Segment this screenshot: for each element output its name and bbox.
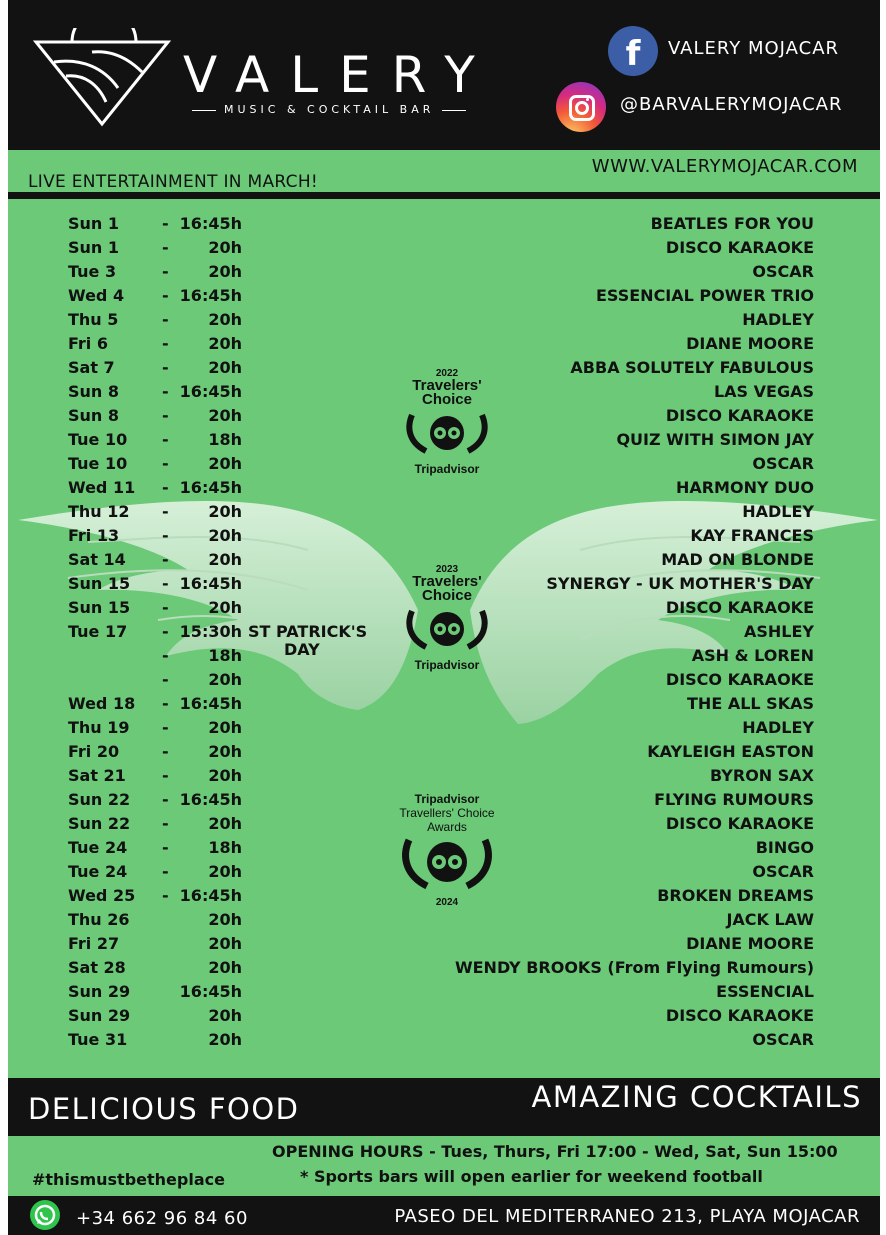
- event-act: ESSENCIAL: [716, 982, 814, 1001]
- opening-hours: OPENING HOURS - Tues, Thurs, Fri 17:00 - Wed, Sat, Sun 15:00: [272, 1142, 838, 1161]
- event-day: Wed 11: [68, 478, 136, 497]
- schedule-row: [8, 476, 880, 500]
- event-day: Fri 13: [68, 526, 120, 545]
- event-time: 18h: [208, 646, 242, 665]
- event-act: THE ALL SKAS: [687, 694, 814, 713]
- event-act: HADLEY: [742, 310, 814, 329]
- event-time: 20h: [208, 814, 242, 833]
- event-act: DISCO KARAOKE: [665, 406, 814, 425]
- event-day: Fri 20: [68, 742, 120, 761]
- schedule-row: [8, 308, 880, 332]
- badge-title: Choice: [421, 391, 472, 408]
- event-day: Sun 1: [68, 238, 120, 257]
- event-time: 20h: [208, 262, 242, 281]
- badge-title: Choice: [421, 587, 472, 604]
- event-time: 20h: [208, 454, 242, 473]
- event-time: 16:45h: [179, 790, 242, 809]
- event-act: ESSENCIAL POWER TRIO: [595, 286, 814, 305]
- event-act: ASHLEY: [743, 622, 814, 641]
- event-act: HADLEY: [742, 502, 814, 521]
- separator: -: [162, 382, 169, 401]
- event-time: 18h: [208, 838, 242, 857]
- instagram-icon[interactable]: [556, 82, 606, 132]
- schedule-row: [8, 1004, 880, 1028]
- event-act: ABBA SOLUTELY FABULOUS: [570, 358, 814, 377]
- hashtag: #thismustbetheplace: [32, 1170, 225, 1189]
- event-day: Sun 22: [68, 790, 131, 809]
- event-time: 16:45h: [179, 982, 242, 1001]
- badge-year: 2022: [435, 368, 459, 379]
- website-link[interactable]: WWW.VALERYMOJACAR.COM: [591, 156, 858, 177]
- separator: -: [162, 742, 169, 761]
- schedule-row: [8, 908, 880, 932]
- event-act: OSCAR: [752, 262, 814, 281]
- schedule-row: [8, 524, 880, 548]
- event-act: DISCO KARAOKE: [665, 1006, 814, 1025]
- schedule-row: [8, 980, 880, 1004]
- event-act: BINGO: [755, 838, 814, 857]
- event-time: 20h: [208, 1030, 242, 1049]
- separator: -: [162, 262, 169, 281]
- event-act: DISCO KARAOKE: [665, 814, 814, 833]
- schedule-row: [8, 1028, 880, 1052]
- event-day: Thu 12: [68, 502, 130, 521]
- badge-year: 2023: [435, 564, 459, 575]
- phone-number[interactable]: +34 662 96 84 60: [76, 1208, 248, 1229]
- facebook-handle[interactable]: VALERY MOJACAR: [668, 38, 840, 59]
- event-day: Thu 26: [68, 910, 130, 929]
- event-act: MAD ON BLONDE: [661, 550, 814, 569]
- event-day: Wed 25: [68, 886, 136, 905]
- facebook-icon[interactable]: f: [608, 26, 658, 76]
- event-time: 16:45h: [179, 214, 242, 233]
- schedule-row: [8, 788, 880, 812]
- brand-tagline: [184, 103, 474, 116]
- event-time: 16:45h: [179, 382, 242, 401]
- separator: -: [162, 358, 169, 377]
- event-time: 20h: [208, 310, 242, 329]
- event-time: 20h: [208, 598, 242, 617]
- event-act: KAY FRANCES: [690, 526, 814, 545]
- event-note: DAY: [284, 640, 320, 659]
- event-act: HADLEY: [742, 718, 814, 737]
- instagram-handle[interactable]: @BARVALERYMOJACAR: [620, 94, 843, 115]
- event-act: LAS VEGAS: [713, 382, 814, 401]
- event-act: SYNERGY - UK MOTHER'S DAY: [546, 574, 814, 593]
- event-day: Fri 6: [68, 334, 108, 353]
- event-day: Tue 10: [68, 430, 128, 449]
- event-day: Sat 7: [68, 358, 115, 377]
- schedule-row: [8, 764, 880, 788]
- schedule-row: [8, 812, 880, 836]
- badge-subtitle: Travellers' Choice Awards: [399, 806, 495, 834]
- whatsapp-icon[interactable]: [30, 1200, 60, 1230]
- separator: -: [162, 310, 169, 329]
- event-day: Thu 19: [68, 718, 130, 737]
- poster: [8, 0, 880, 1235]
- food-tagline: DELICIOUS FOOD: [28, 1092, 300, 1126]
- event-time: 18h: [208, 430, 242, 449]
- event-day: Tue 31: [68, 1030, 128, 1049]
- separator: -: [162, 334, 169, 353]
- tagline-text: MUSIC & COCKTAIL BAR: [224, 103, 435, 116]
- separator: -: [162, 694, 169, 713]
- event-time: 20h: [208, 934, 242, 953]
- separator: -: [162, 598, 169, 617]
- event-time: 20h: [208, 862, 242, 881]
- separator: -: [162, 550, 169, 569]
- schedule-row: [8, 692, 880, 716]
- schedule-row: [8, 332, 880, 356]
- event-day: Tue 24: [68, 862, 128, 881]
- event-note: ST PATRICK'S: [248, 622, 368, 641]
- event-day: Sat 21: [68, 766, 126, 785]
- event-act: BYRON SAX: [709, 766, 814, 785]
- separator: -: [162, 646, 169, 665]
- schedule-row: [8, 620, 880, 644]
- event-time: 16:45h: [179, 694, 242, 713]
- schedule-row: [8, 548, 880, 572]
- event-time: 15:30h: [179, 622, 242, 641]
- event-time: 20h: [208, 526, 242, 545]
- event-act: JACK LAW: [726, 910, 814, 929]
- event-time: 16:45h: [179, 478, 242, 497]
- event-day: Fri 27: [68, 934, 120, 953]
- event-time: 20h: [208, 358, 242, 377]
- event-day: Wed 4: [68, 286, 125, 305]
- cocktails-tagline: AMAZING COCKTAILS: [531, 1080, 862, 1114]
- schedule-row: [8, 404, 880, 428]
- event-time: 20h: [208, 670, 242, 689]
- badge-title: Tripadvisor: [414, 792, 480, 806]
- event-time: 20h: [208, 502, 242, 521]
- separator: -: [162, 886, 169, 905]
- valery-logo-icon: [32, 28, 172, 128]
- separator: -: [162, 790, 169, 809]
- event-day: Sun 29: [68, 1006, 131, 1025]
- event-act: BROKEN DREAMS: [657, 886, 814, 905]
- event-day: Sun 8: [68, 382, 120, 401]
- event-act: OSCAR: [752, 454, 814, 473]
- schedule-row: [8, 836, 880, 860]
- schedule-row: [8, 884, 880, 908]
- event-act: ASH & LOREN: [691, 646, 814, 665]
- event-day: Sun 22: [68, 814, 131, 833]
- event-day: Wed 18: [68, 694, 136, 713]
- divider: [8, 192, 880, 199]
- separator: -: [162, 574, 169, 593]
- schedule-row: [8, 428, 880, 452]
- event-act: FLYING RUMOURS: [654, 790, 814, 809]
- event-act: DIANE MOORE: [686, 934, 814, 953]
- schedule-row: [8, 860, 880, 884]
- separator: -: [162, 526, 169, 545]
- separator: -: [162, 406, 169, 425]
- separator: -: [162, 718, 169, 737]
- sports-note: * Sports bars will open earlier for weekend football: [300, 1167, 763, 1186]
- separator: -: [162, 814, 169, 833]
- event-day: Sun 15: [68, 574, 131, 593]
- event-time: 20h: [208, 238, 242, 257]
- badge-title: Travelers': [412, 377, 482, 394]
- separator: -: [162, 766, 169, 785]
- event-time: 16:45h: [179, 886, 242, 905]
- separator: -: [162, 238, 169, 257]
- separator: -: [162, 430, 169, 449]
- schedule-row: [8, 356, 880, 380]
- separator: -: [162, 862, 169, 881]
- event-day: Tue 24: [68, 838, 128, 857]
- event-day: Sat 14: [68, 550, 126, 569]
- badge-year: 2024: [435, 897, 459, 908]
- schedule-row: [8, 932, 880, 956]
- separator: -: [162, 622, 169, 641]
- schedule-row: [8, 260, 880, 284]
- event-day: Tue 3: [68, 262, 117, 281]
- event-act: KAYLEIGH EASTON: [647, 742, 814, 761]
- brand-name: VALERY: [183, 46, 496, 104]
- event-act: HARMONY DUO: [675, 478, 814, 497]
- header: [8, 0, 880, 150]
- schedule-row: [8, 212, 880, 236]
- event-time: 20h: [208, 910, 242, 929]
- event-act: QUIZ WITH SIMON JAY: [616, 430, 814, 449]
- event-act: WENDY BROOKS (From Flying Rumours): [454, 958, 814, 977]
- separator: -: [162, 454, 169, 473]
- schedule-row: [8, 236, 880, 260]
- event-time: 20h: [208, 550, 242, 569]
- separator: -: [162, 286, 169, 305]
- event-day: Tue 10: [68, 454, 128, 473]
- separator: -: [162, 838, 169, 857]
- event-time: 20h: [208, 742, 242, 761]
- event-time: 20h: [208, 958, 242, 977]
- event-act: DISCO KARAOKE: [665, 238, 814, 257]
- schedule-row: [8, 716, 880, 740]
- schedule-row: [8, 500, 880, 524]
- badge-brand: Tripadvisor: [414, 462, 480, 476]
- schedule-row: [8, 284, 880, 308]
- event-act: OSCAR: [752, 862, 814, 881]
- badge-brand: Tripadvisor: [414, 658, 480, 672]
- event-act: DISCO KARAOKE: [665, 598, 814, 617]
- event-day: Thu 5: [68, 310, 119, 329]
- event-day: Sun 8: [68, 406, 120, 425]
- schedule-row: [8, 596, 880, 620]
- address: PASEO DEL MEDITERRANEO 213, PLAYA MOJACAR: [394, 1206, 860, 1227]
- schedule-row: [8, 740, 880, 764]
- separator: -: [162, 214, 169, 233]
- schedule-row: [8, 956, 880, 980]
- separator: -: [162, 502, 169, 521]
- event-day: Sun 15: [68, 598, 131, 617]
- separator: -: [162, 670, 169, 689]
- event-time: 20h: [208, 718, 242, 737]
- event-day: Sun 1: [68, 214, 120, 233]
- event-act: DIANE MOORE: [686, 334, 814, 353]
- schedule-row: [8, 452, 880, 476]
- schedule-row: [8, 644, 880, 668]
- page-subtitle: LIVE ENTERTAINMENT IN MARCH!: [28, 172, 319, 192]
- schedule-row: [8, 572, 880, 596]
- event-time: 20h: [208, 1006, 242, 1025]
- event-act: OSCAR: [752, 1030, 814, 1049]
- event-time: 20h: [208, 406, 242, 425]
- badge-title: Travelers': [412, 573, 482, 590]
- event-time: 20h: [208, 334, 242, 353]
- event-act: DISCO KARAOKE: [665, 670, 814, 689]
- event-day: Sun 29: [68, 982, 131, 1001]
- separator: -: [162, 478, 169, 497]
- event-act: BEATLES FOR YOU: [650, 214, 814, 233]
- schedule-row: [8, 668, 880, 692]
- event-day: Sat 28: [68, 958, 126, 977]
- event-time: 16:45h: [179, 286, 242, 305]
- event-time: 16:45h: [179, 574, 242, 593]
- event-day: Tue 17: [68, 622, 128, 641]
- event-time: 20h: [208, 766, 242, 785]
- schedule-row: [8, 377, 880, 404]
